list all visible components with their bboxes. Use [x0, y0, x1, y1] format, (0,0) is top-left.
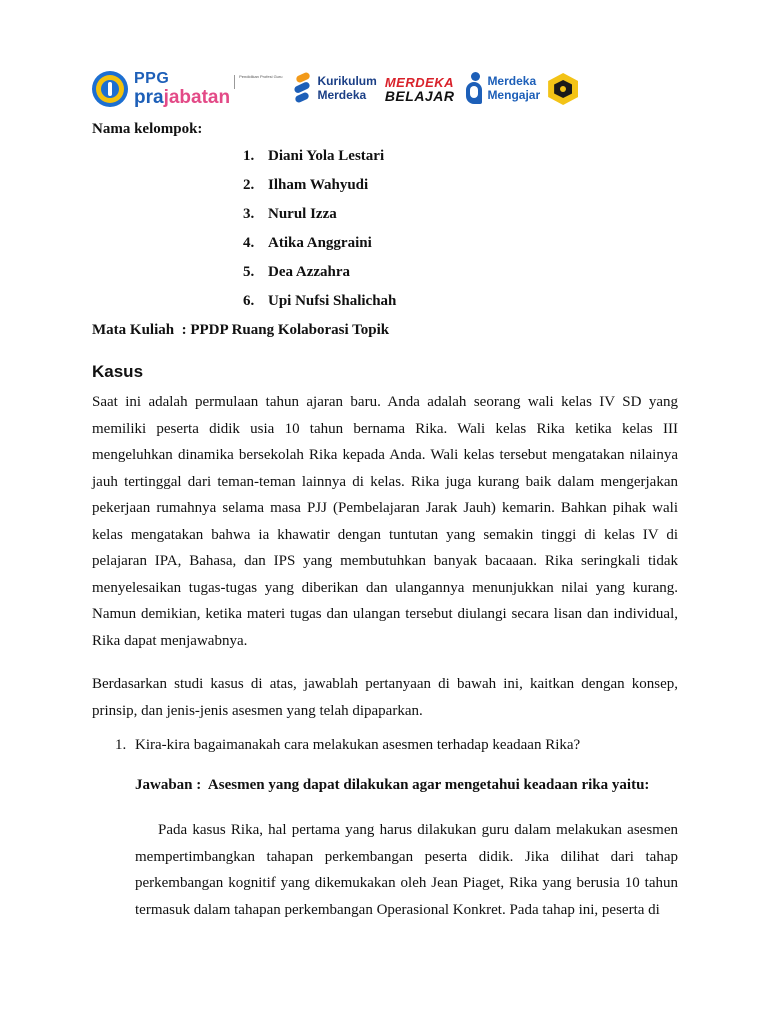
kurikulum-merdeka-text: Kurikulum Merdeka	[317, 74, 377, 102]
university-seal-icon	[548, 73, 578, 105]
kurikulum-merdeka-logo	[282, 72, 376, 106]
ppg-prajabatan-logo-text	[134, 71, 230, 107]
member-item: 4. Atika Anggraini	[243, 235, 372, 251]
section-heading: Kasus	[92, 362, 144, 381]
ppg-logo-bottom: prajabatan	[134, 87, 231, 108]
question-item	[115, 737, 580, 754]
course-line: Mata Kuliah : PPDP Ruang Kolaborasi Topik	[92, 322, 390, 338]
answer-label: Jawaban : Asesmen yang dapat dilakukan agar mengetahui keadaan rika yaitu:	[135, 777, 650, 793]
case-paragraph: Saat ini adalah permulaan tahun ajaran baru. Anda adalah seorang wali kelas IV SD yang memiliki peserta didik usia 10 tahun bernama Rika. Wali kelas Rika ketika kelas III mengeluhkan dinamika bersekolah Rika kepada Anda. Wali kelas tersebut mengatakan nilainya jauh tertinggal dari teman-teman lainnya di kelas. Rika juga kurang baik dalam mengerjakan pekerjaan rumahnya selama masa PJJ (Pembelajaran Jarak Jauh) kemarin. Bahkan pihak wali kelas mengatakan bahwa ia khawatir dengan tuntutan yang semakin tinggi di kelas IV di pelajaran IPA, Bahasa, dan IPS yang membutuhkan banyak bacaaan. Rika seringkali tidak menyelesaikan tugas-tugas yang diberikan dan ulangannya menunjukkan nilai yang kurang. Namun demikian, ketika materi tugas dan ulangan tersebut diulangi secara lisan dan individual, Rika dapat menjawabnya.	[92, 394, 678, 649]
member-item: 2. Ilham Wahyudi	[243, 177, 369, 193]
member-item: 6. Upi Nufsi Shalichah	[243, 293, 397, 309]
merdeka-mengajar-text: Merdeka Mengajar	[487, 74, 541, 102]
member-item: 5. Dea Azzahra	[243, 264, 351, 280]
answer-paragraph: Pada kasus Rika, hal pertama yang harus dilakukan guru dalam melakukan asesmen mempertimbangkan tahapan perkembangan peserta didik. Jika dilihat dari tahap perkembangan kognitif yang dikemukakan oleh Jean Piaget, Rika yang berusia 10 tahun termasuk dalam tahapan perkembangan Operasional Konkret. Pada tahap ini, peserta di	[135, 822, 678, 918]
ppg-subtitle: Pendidikan Profesi Guru	[234, 75, 282, 89]
merdeka-belajar-text: MERDEKA BELAJAR	[384, 74, 455, 104]
university-logo	[540, 73, 578, 105]
question-text: Kira-kira bagaimanakah cara melakukan asesmen terhadap keadaan Rika?	[135, 737, 581, 753]
kemdikbud-seal-icon	[92, 71, 128, 107]
ppg-logo-top: PPG	[134, 70, 170, 87]
merdeka-mengajar-icon	[464, 72, 484, 106]
merdeka-mengajar-logo	[454, 72, 540, 106]
member-item: 3. Nurul Izza	[243, 206, 337, 222]
member-item: 1. Diani Yola Lestari	[243, 148, 385, 164]
question-number: 1.	[115, 737, 127, 753]
header-logo-strip	[92, 68, 578, 110]
kemdikbud-logo	[92, 71, 282, 107]
group-label: Nama kelompok:	[92, 121, 203, 137]
member-list	[243, 146, 396, 320]
kurikulum-merdeka-icon	[292, 72, 314, 106]
merdeka-belajar-logo	[377, 76, 455, 103]
instruction-paragraph: Berdasarkan studi kasus di atas, jawablah pertanyaan di bawah ini, kaitkan dengan konsep, prinsip, dan jenis-jenis asesmen yang telah dipaparkan.	[92, 676, 678, 719]
